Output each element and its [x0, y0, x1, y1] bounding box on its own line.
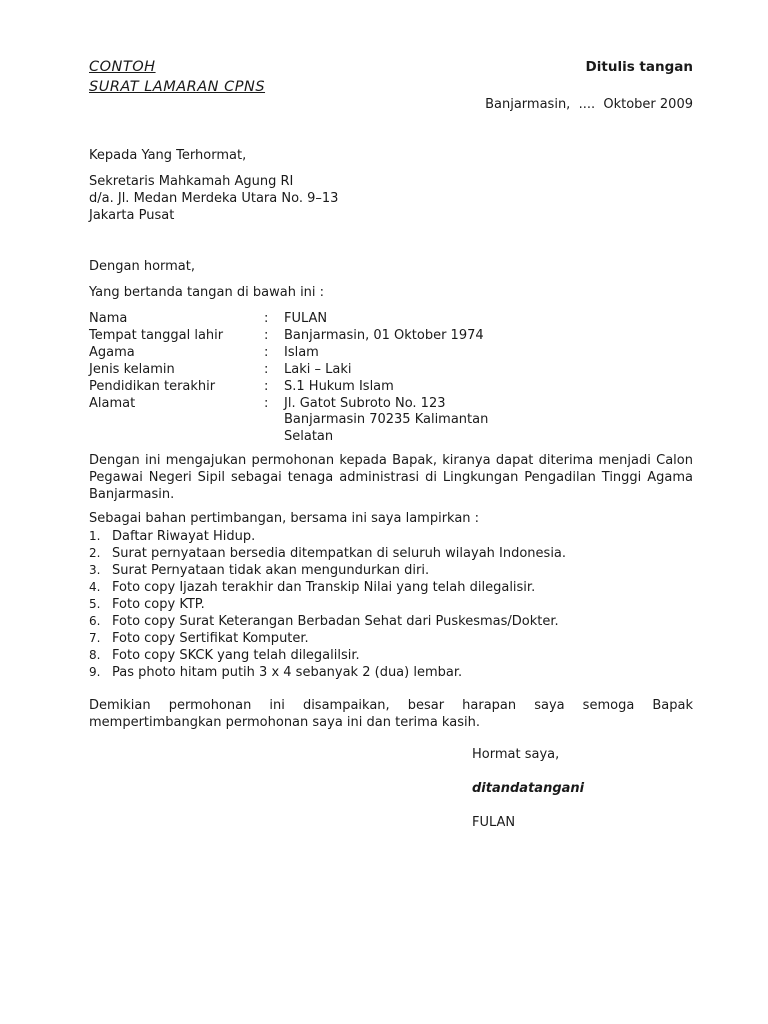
- place-date: Banjarmasin, .... Oktober 2009: [485, 97, 693, 112]
- list-number: 7.: [89, 631, 101, 645]
- list-text: Daftar Riwayat Hidup.: [112, 529, 256, 544]
- address-continued: Selatan: [284, 429, 334, 444]
- field-colon: :: [264, 311, 269, 326]
- address-continued: Banjarmasin 70235 Kalimantan: [284, 412, 489, 427]
- list-text: Foto copy SKCK yang telah dilegalilsir.: [112, 648, 360, 663]
- field-label: Agama: [89, 345, 135, 360]
- signature-note: ditandatangani: [472, 781, 585, 796]
- list-number: 2.: [89, 546, 101, 560]
- intro-line: Yang bertanda tangan di bawah ini :: [89, 285, 325, 300]
- list-text: Foto copy KTP.: [112, 597, 205, 612]
- list-text: Foto copy Surat Keterangan Berbadan Sehat dari Puskesmas/Dokter.: [112, 614, 559, 629]
- closing-paragraph: Demikian permohonan ini disampaikan, besar harapan saya semoga Bapak mempertimbangkan permohonan saya ini dan terima kasih.: [89, 698, 693, 730]
- field-colon: :: [264, 396, 269, 411]
- title-line-1: CONTOH: [89, 59, 156, 75]
- field-value: Islam: [284, 345, 319, 360]
- field-label: Jenis kelamin: [89, 362, 175, 377]
- greeting: Dengan hormat,: [89, 259, 196, 274]
- list-number: 3.: [89, 563, 101, 577]
- request-paragraph: Dengan ini mengajukan permohonan kepada Bapak, kiranya dapat diterima menjadi Calon Pegawai Negeri Sipil sebagai tenaga administrasi di Lingkungan Pengadilan Tinggi Agama Banjarmasin.: [89, 453, 693, 502]
- list-text: Foto copy Ijazah terakhir dan Transkip Nilai yang telah dilegalisir.: [112, 580, 536, 595]
- recipient-salutation: Kepada Yang Terhormat,: [89, 148, 247, 163]
- list-number: 8.: [89, 648, 101, 662]
- field-label: Tempat tanggal lahir: [89, 328, 224, 343]
- field-label: Nama: [89, 311, 128, 326]
- title-line-2: SURAT LAMARAN CPNS: [89, 79, 266, 95]
- field-label: Alamat: [89, 396, 136, 411]
- field-value: Jl. Gatot Subroto No. 123: [284, 396, 446, 411]
- field-colon: :: [264, 379, 269, 394]
- signer-name: FULAN: [472, 815, 516, 830]
- list-number: 6.: [89, 614, 101, 628]
- list-number: 1.: [89, 529, 101, 543]
- list-number: 9.: [89, 665, 101, 679]
- list-text: Foto copy Sertifikat Komputer.: [112, 631, 309, 646]
- regards: Hormat saya,: [472, 747, 560, 762]
- recipient-line-1: Sekretaris Mahkamah Agung RI: [89, 174, 294, 189]
- field-colon: :: [264, 328, 269, 343]
- handwritten-note: Ditulis tangan: [585, 59, 693, 75]
- list-number: 5.: [89, 597, 101, 611]
- field-label: Pendidikan terakhir: [89, 379, 216, 394]
- field-colon: :: [264, 345, 269, 360]
- list-text: Pas photo hitam putih 3 x 4 sebanyak 2 (dua) lembar.: [112, 665, 463, 680]
- recipient-line-2: d/a. Jl. Medan Merdeka Utara No. 9–13: [89, 191, 339, 206]
- list-text: Surat pernyataan bersedia ditempatkan di seluruh wilayah Indonesia.: [112, 546, 567, 561]
- field-value: FULAN: [284, 311, 328, 326]
- field-value: Banjarmasin, 01 Oktober 1974: [284, 328, 484, 343]
- field-value: Laki – Laki: [284, 362, 352, 377]
- field-colon: :: [264, 362, 269, 377]
- attachments-intro: Sebagai bahan pertimbangan, bersama ini saya lampirkan :: [89, 511, 480, 526]
- recipient-line-3: Jakarta Pusat: [89, 208, 175, 223]
- list-text: Surat Pernyataan tidak akan mengundurkan diri.: [112, 563, 430, 578]
- field-value: S.1 Hukum Islam: [284, 379, 394, 394]
- list-number: 4.: [89, 580, 101, 594]
